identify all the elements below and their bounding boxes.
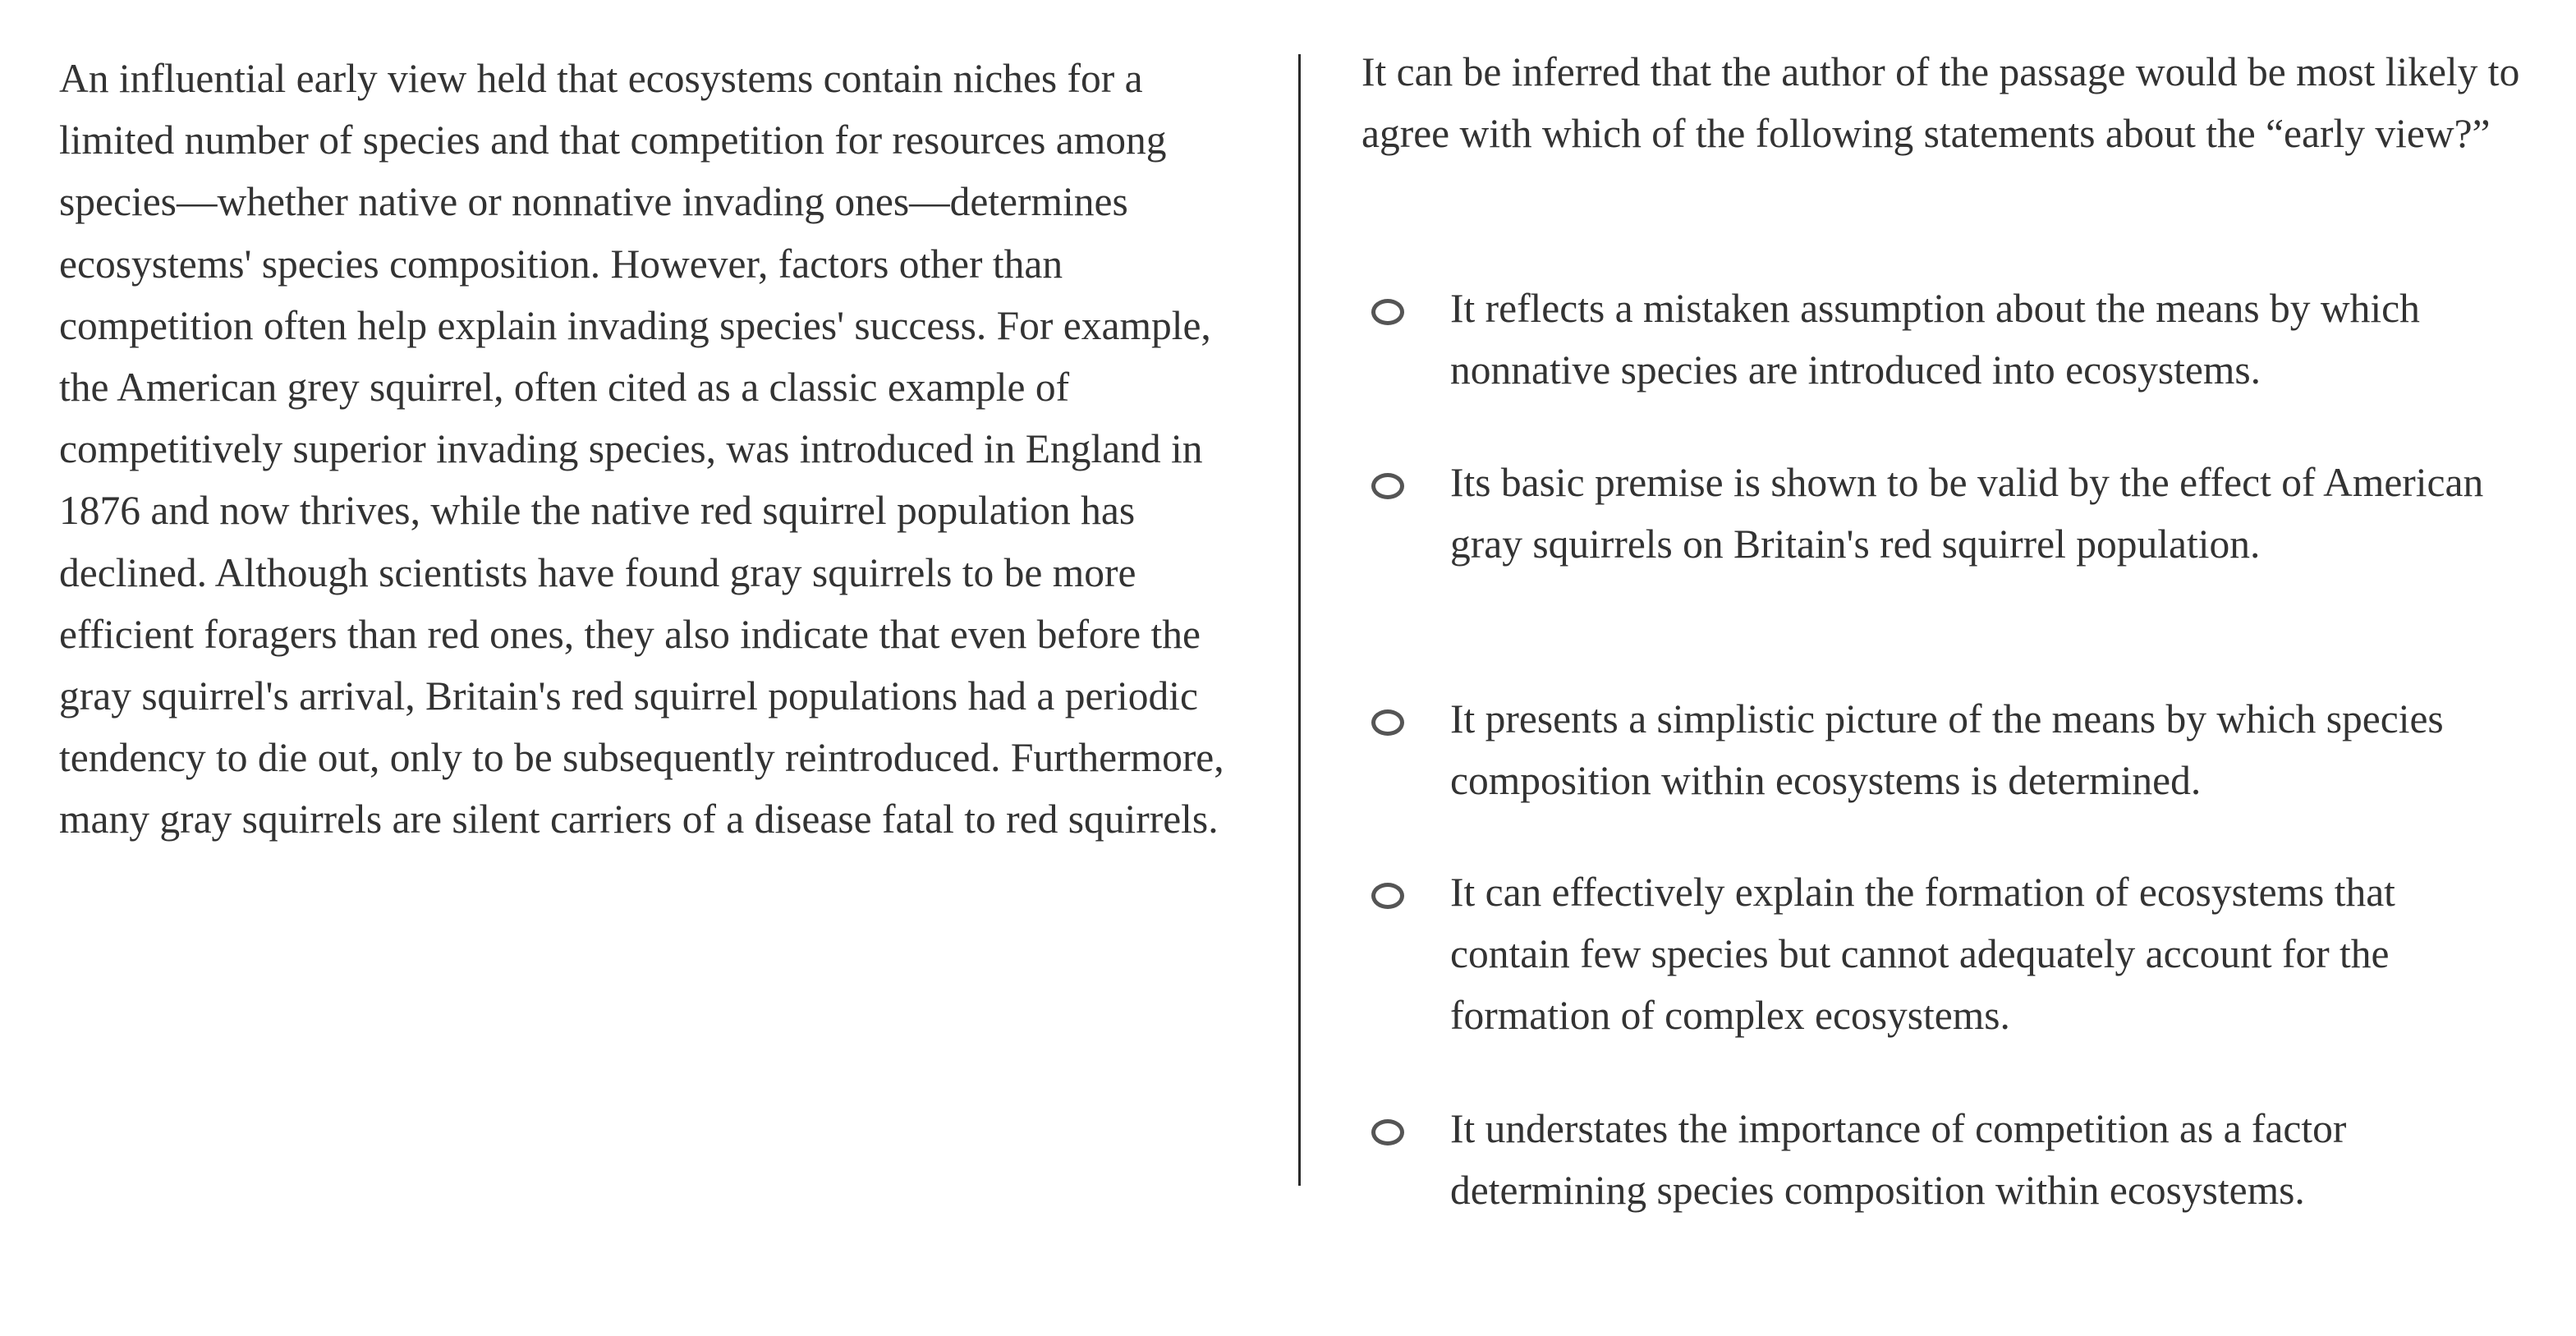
radio-button-icon[interactable] — [1371, 473, 1404, 499]
option-label: Its basic premise is shown to be valid by the effect of American gray squirrels on Britain's red squirrel population. — [1450, 460, 2484, 567]
option-label: It presents a simplistic picture of the means by which species composition within ecosystems is determined. — [1450, 696, 2444, 804]
option-label: It reflects a mistaken assumption about the means by which nonnative species are introduced into ecosystems. — [1450, 286, 2420, 393]
passage-text: An influential early view held that ecosystems contain niches for a limited number of species and that competition for resources among species—whether native or nonnative invading ones—determines ecosystems' species composition. However, factors other than competition often help explain invading species' success. For example, the American grey squirrel, often cited as a classic example of competitively superior invading species, was introduced in England in 1876 and now thrives, while the native red squirrel population has declined. Although scientists have found gray squirrels to be more efficient foragers than red ones, they also indicate that even before the gray squirrel's arrival, Britain's red squirrel populations had a periodic tendency to die out, only to be subsequently reintroduced. Furthermore, many gray squirrels are silent carriers of a disease fatal to red squirrels. — [59, 56, 1224, 842]
option-label: It can effectively explain the formation of ecosystems that contain few species but cannot adequately account for the formation of complex ecosystems. — [1450, 870, 2395, 1039]
column-divider — [1298, 54, 1301, 1186]
radio-button-icon[interactable] — [1371, 1119, 1404, 1145]
option-label: It understates the importance of competition as a factor determining species composition within ecosystems. — [1450, 1106, 2347, 1214]
radio-button-icon[interactable] — [1371, 299, 1404, 325]
question-stem: It can be inferred that the author of the passage would be most likely to agree with which of the following statements about the “early view?” — [1361, 49, 2520, 157]
question-panel — [1361, 41, 2560, 1214]
radio-button-icon[interactable] — [1371, 709, 1404, 736]
radio-button-icon[interactable] — [1371, 883, 1404, 909]
